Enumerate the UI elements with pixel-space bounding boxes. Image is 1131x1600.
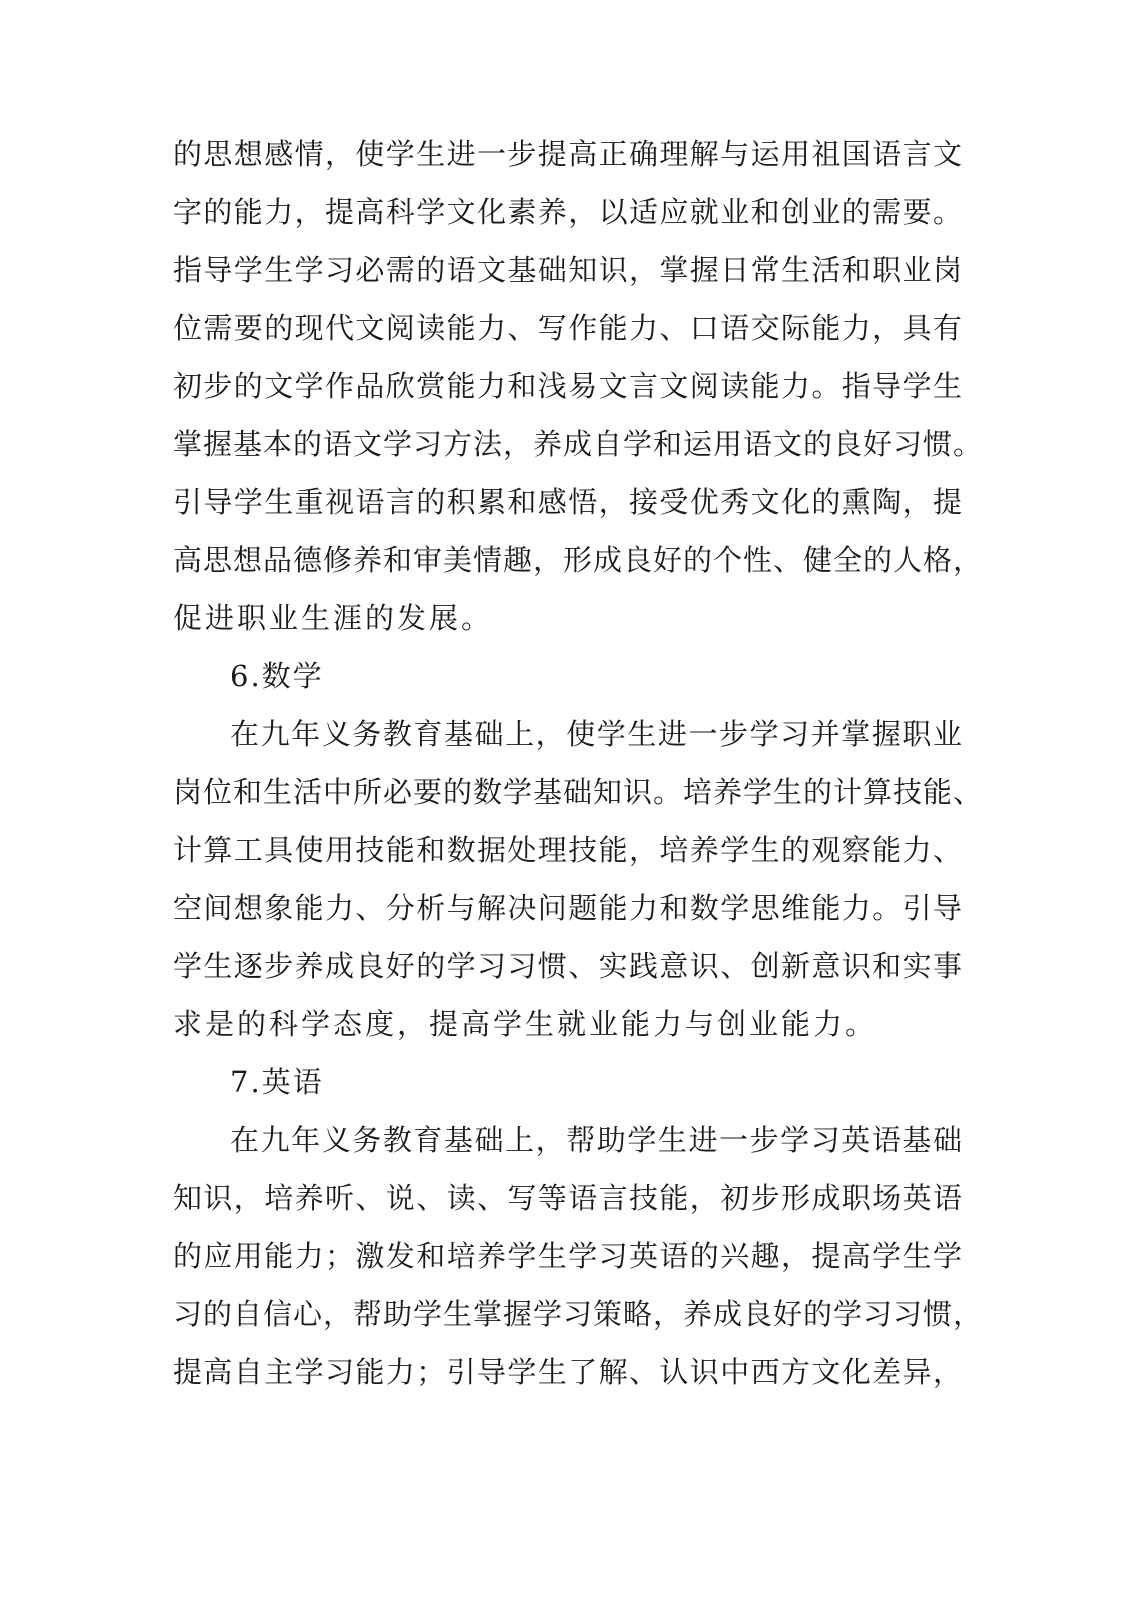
paragraph-line: 岗位和生活中所必要的数学基础知识。培养学生的计算技能、 <box>173 775 984 809</box>
paragraph-line: 位需要的现代文阅读能力、写作能力、口语交际能力，具有 <box>173 311 963 345</box>
paragraph-line: 空间想象能力、分析与解决问题能力和数学思维能力。引导 <box>173 891 963 925</box>
paragraph-line: 促进职业生涯的发展。 <box>173 601 494 635</box>
paragraph-line: 字的能力，提高科学文化素养，以适应就业和创业的需要。 <box>173 195 963 229</box>
paragraph-line: 学生逐步养成良好的学习习惯、实践意识、创新意识和实事 <box>173 949 963 983</box>
section-heading-math: 6.数学 <box>230 659 324 693</box>
paragraph-line: 引导学生重视语言的积累和感悟，接受优秀文化的熏陶，提 <box>173 485 963 519</box>
paragraph-line: 指导学生学习必需的语文基础知识，掌握日常生活和职业岗 <box>173 253 963 287</box>
paragraph-line: 在九年义务教育基础上，帮助学生进一步学习英语基础 <box>230 1123 963 1157</box>
paragraph-line: 习的自信心，帮助学生掌握学习策略，养成良好的学习习惯， <box>173 1297 984 1331</box>
paragraph-line: 知识，培养听、说、读、写等语言技能，初步形成职场英语 <box>173 1181 963 1215</box>
paragraph-line: 的应用能力；激发和培养学生学习英语的兴趣，提高学生学 <box>173 1239 963 1273</box>
paragraph-line: 提高自主学习能力；引导学生了解、认识中西方文化差异， <box>173 1355 963 1389</box>
paragraph-line: 掌握基本的语文学习方法，养成自学和运用语文的良好习惯。 <box>173 427 984 461</box>
paragraph-line: 高思想品德修养和审美情趣，形成良好的个性、健全的人格， <box>173 543 984 577</box>
paragraph-line: 的思想感情，使学生进一步提高正确理解与运用祖国语言文 <box>173 137 963 171</box>
paragraph-line: 求是的科学态度，提高学生就业能力与创业能力。 <box>173 1007 878 1041</box>
paragraph-line: 在九年义务教育基础上，使学生进一步学习并掌握职业 <box>230 717 963 751</box>
section-heading-english: 7.英语 <box>230 1065 324 1099</box>
paragraph-line: 初步的文学作品欣赏能力和浅易文言文阅读能力。指导学生 <box>173 369 963 403</box>
paragraph-line: 计算工具使用技能和数据处理技能，培养学生的观察能力、 <box>173 833 963 867</box>
